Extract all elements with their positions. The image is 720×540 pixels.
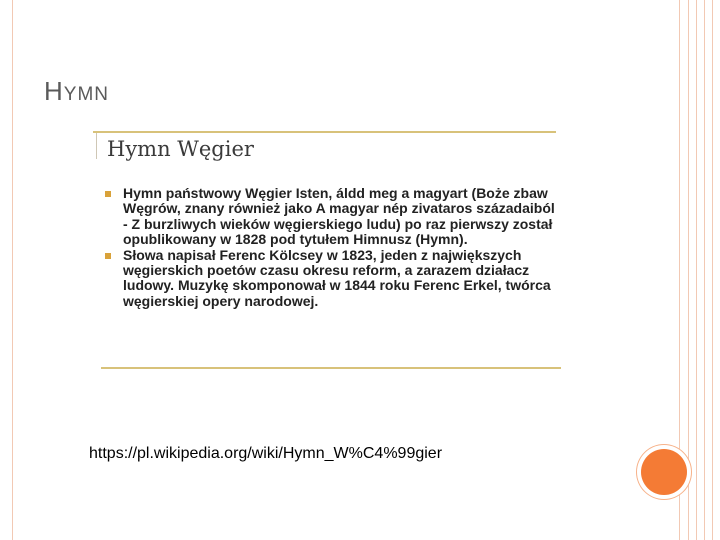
bullet-square-icon — [105, 253, 111, 259]
bullet-square-icon — [105, 191, 111, 197]
bullet-text: Słowa napisał Ferenc Kölcsey w 1823, jeden z największych węgierskich poetów czasu okresu reform, a zarazem działacz ludowy. Muzykę skomponował w 1844 roku Ferenc Erkel, twórca węgierskiej opery narodowej. — [123, 246, 551, 309]
bullet-text: Hymn państwowy Węgier Isten, áldd meg a magyart (Boże zbaw Węgrów, znany również jako A magyar nép zivataros századaiból - Z burzliwych wieków węgierskiego ludu) po raz pierwszy został opublikowany w 1828 pod tytułem Himnusz (Hymn). — [123, 185, 555, 248]
border-stripe — [704, 0, 705, 540]
border-stripe — [688, 0, 689, 540]
bullet-item — [103, 248, 558, 310]
image-bullet-list — [103, 186, 558, 309]
image-left-rule — [96, 133, 97, 159]
left-border-line — [12, 0, 13, 540]
image-top-rule — [93, 131, 556, 133]
hymn-text-image — [93, 127, 561, 371]
slide-title — [44, 76, 109, 107]
image-heading: Hymn Węgier — [107, 137, 254, 161]
border-stripe — [696, 0, 697, 540]
slide-title-initial: H — [44, 76, 64, 106]
image-bottom-rule — [101, 367, 561, 369]
border-stripe — [712, 0, 713, 540]
right-border-stripes — [679, 0, 720, 540]
bullet-item — [103, 186, 558, 248]
orange-circle-decoration — [641, 449, 687, 495]
slide-title-rest: YMN — [63, 84, 110, 105]
source-url[interactable]: https://pl.wikipedia.org/wiki/Hymn_W%C4%99gier — [89, 445, 443, 462]
